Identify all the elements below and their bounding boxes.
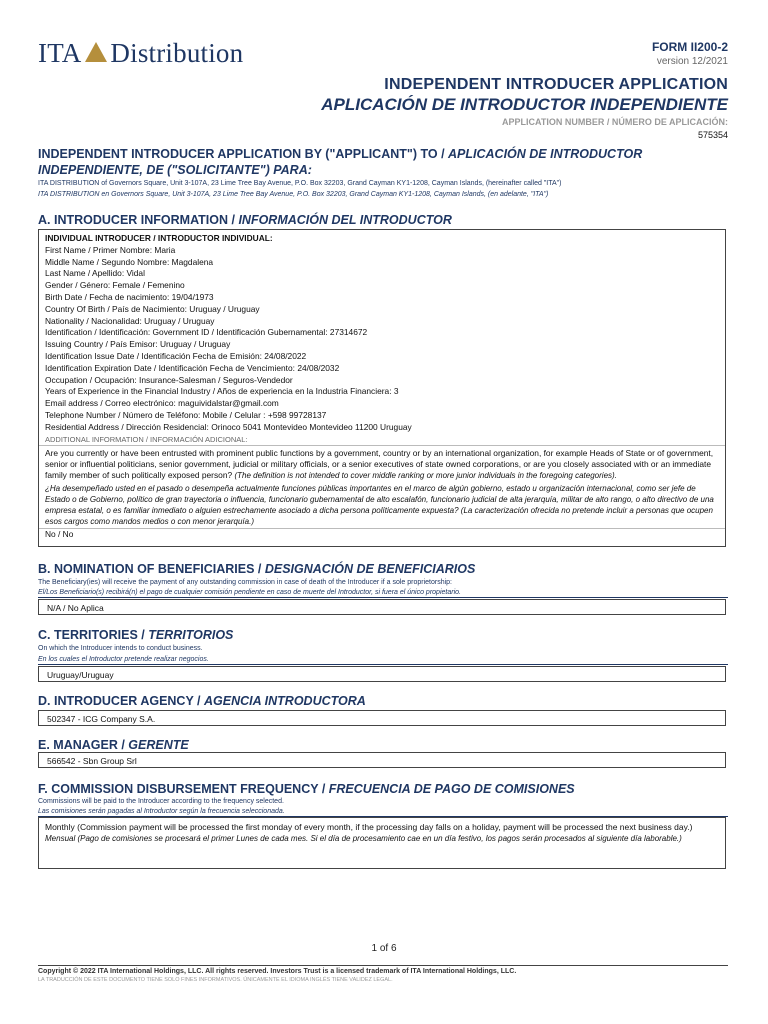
field-value: Government ID / Identificación Gubernamental: 27314672 xyxy=(152,327,368,338)
footer-divider xyxy=(38,965,728,966)
introducer-field-row xyxy=(45,386,719,398)
intro-heading-es: APLICACIÓN DE INTRODUCTOR INDEPENDIENTE, DE ("SOLICITANTE") PARA: xyxy=(38,147,643,177)
manager-box: 566542 - Sbn Group Srl xyxy=(38,752,726,768)
introducer-field-row xyxy=(45,351,719,363)
field-value: Magdalena xyxy=(171,256,214,267)
section-a-title-es: INFORMACIÓN DEL INTRODUCTOR xyxy=(238,213,452,227)
application-number: 575354 xyxy=(697,130,728,140)
pep-question-en xyxy=(45,448,719,482)
section-b-title xyxy=(38,562,475,576)
section-b-title-en: B. NOMINATION OF BENEFICIARIES / xyxy=(38,562,265,576)
field-label: Nationality / Nacionalidad: xyxy=(45,315,145,326)
field-label: Identification / Identificación: xyxy=(45,327,153,338)
section-c-sub-en: On which the Introducer intends to conduct business. xyxy=(38,645,203,652)
additional-info-label: ADDITIONAL INFORMATION / INFORMACIÓN ADICIONAL: xyxy=(39,434,725,446)
section-f-sub-en: Commissions will be paid to the Introducer according to the frequency selected. xyxy=(38,798,284,805)
section-f-title xyxy=(38,782,575,796)
field-label: Middle Name / Segundo Nombre: xyxy=(45,256,172,267)
intro-heading-en: INDEPENDENT INTRODUCER APPLICATION BY ("APPLICANT") TO / xyxy=(38,147,449,161)
field-label: Last Name / Apellido: xyxy=(45,268,127,279)
section-c-title xyxy=(38,628,233,642)
field-value: Vidal xyxy=(126,268,145,279)
pep-question-en-text: Are you currently or have been entrusted with prominent public functions by a government, country or by an international organization, for example Heads of State or of government, senior or influential politicians, senior government, judicial or military officials, or a senior executives of state owned corporations, or are you closely associated with or an immediate family member of such politically exposed person? xyxy=(45,447,714,481)
commission-frequency-en: Monthly (Commission payment will be processed the first monday of every month, if the processing day falls on a holiday, payment will be processed the next business day.) xyxy=(45,822,693,832)
introducer-field-row xyxy=(45,363,719,375)
section-b-sub-en: The Beneficiary(ies) will receive the payment of any outstanding commission in case of death of the Introducer if a sole proprietorship: xyxy=(38,579,452,586)
introducer-field-row xyxy=(45,245,719,257)
logo-text-ita: ITA xyxy=(38,38,82,68)
field-value: 3 xyxy=(393,386,399,397)
section-c-title-en: C. TERRITORIES / xyxy=(38,628,149,642)
field-value: Uruguay / Uruguay xyxy=(144,315,215,326)
intro-address-en: ITA DISTRIBUTION of Governors Square, Unit 3-107A, 23 Lime Tree Bay Avenue, P.O. Box 32203, Grand Cayman KY1-1208, Cayman Islands, (hereinafter called "ITA") xyxy=(38,180,562,187)
field-value: 24/08/2022 xyxy=(264,350,307,361)
section-c-title-es: TERRITORIOS xyxy=(148,628,234,642)
section-b-sub-es: El/Los Beneficiario(s) recibirá(n) el pago de cualquier comisión pendiente en caso de muerte del Introductor, si fuera el único propietario. xyxy=(38,589,728,598)
field-label: Identification Expiration Date / Identificación Fecha de Vencimiento: xyxy=(45,362,298,373)
field-label: Birth Date / Fecha de nacimiento: xyxy=(45,291,172,302)
section-f-sub-es: Las comisiones serán pagadas al Introductor según la frecuencia seleccionada. xyxy=(38,808,728,817)
section-e-title xyxy=(38,738,189,752)
field-value: Female / Femenino xyxy=(112,280,185,291)
field-label: First Name / Primer Nombre: xyxy=(45,244,155,255)
territories-box: Uruguay/Uruguay xyxy=(38,666,726,682)
section-a-title-en: A. INTRODUCER INFORMATION / xyxy=(38,213,239,227)
section-e-title-es: GERENTE xyxy=(128,738,189,752)
box-header: INDIVIDUAL INTRODUCER / INTRODUCTOR INDIVIDUAL: xyxy=(45,233,273,243)
form-number: FORM II200-2 xyxy=(651,40,728,54)
introducer-field-row xyxy=(45,422,719,434)
introducer-field-row xyxy=(45,292,719,304)
field-label: Gender / Género: xyxy=(45,280,113,291)
section-f-title-en: F. COMMISSION DISBURSEMENT FREQUENCY / xyxy=(38,782,329,796)
field-label: Telephone Number / Número de Teléfono: xyxy=(45,409,203,420)
introducer-field-row xyxy=(45,375,719,387)
field-label: Years of Experience in the Financial Industry / Años de experiencia en la Industria Financiera: xyxy=(45,386,394,397)
intro-heading xyxy=(38,146,678,178)
commission-frequency-es: Mensual (Pago de comisiones se procesará el primer Lunes de cada mes. Si el día de procesamiento cae en un día festivo, los pagos serán procesados al siguiente día laborable.) xyxy=(45,834,682,843)
field-value: maguividalstar@gmail.com xyxy=(178,398,279,409)
field-value: Insurance-Salesman / Seguros-Vendedor xyxy=(139,374,293,385)
intro-address-es: ITA DISTRIBUTION en Governors Square, Unit 3-107A, 23 Lime Tree Bay Avenue, P.O. Box 32203, Grand Cayman KY1-1208, Cayman Islands, (en adelante, "ITA") xyxy=(38,191,549,198)
field-label: Residential Address / Dirección Residencial: xyxy=(45,421,212,432)
pyramid-icon xyxy=(85,42,107,62)
form-version: version 12/2021 xyxy=(656,56,728,67)
introducer-field-row xyxy=(45,280,719,292)
beneficiaries-box: N/A / No Aplica xyxy=(38,599,726,615)
introducer-field-row xyxy=(45,327,719,339)
section-c-sub-es: En los cuales el Introductor pretende realizar negocios. xyxy=(38,656,728,665)
field-value: 19/04/1973 xyxy=(171,291,214,302)
field-value: Uruguay / Uruguay xyxy=(159,339,231,350)
section-f-title-es: FRECUENCIA DE PAGO DE COMISIONES xyxy=(328,782,575,796)
section-d-title xyxy=(38,694,366,708)
section-a-title xyxy=(38,213,452,227)
field-label: Email address / Correo electrónico: xyxy=(45,398,179,409)
field-label: Issuing Country / País Emisor: xyxy=(45,339,160,350)
commission-frequency-box xyxy=(38,817,726,869)
introducer-field-row xyxy=(45,257,719,269)
introducer-field-row xyxy=(45,398,719,410)
footer-disclaimer: LA TRADUCCIÓN DE ESTE DOCUMENTO TIENE SOLO FINES INFORMATIVOS. ÚNICAMENTE EL IDIOMA INGLÉS TIENE VALIDEZ LEGAL. xyxy=(38,977,393,983)
introducer-agency-box: 502347 - ICG Company S.A. xyxy=(38,710,726,726)
field-label: Country Of Birth / País de Nacimiento: xyxy=(45,303,190,314)
footer-copyright: Copyright © 2022 ITA International Holdings, LLC. All rights reserved. Investors Trust is a licensed trademark of ITA International Holdings, LLC. xyxy=(38,968,517,975)
field-value: Orinoco 5041 Montevideo Montevideo 11200 Uruguay xyxy=(211,421,412,432)
field-value: Maria xyxy=(154,244,176,255)
section-e-title-en: E. MANAGER / xyxy=(38,738,129,752)
introducer-field-row xyxy=(45,339,719,351)
section-d-title-es: AGENCIA INTRODUCTORA xyxy=(204,694,366,708)
logo-text-distribution: Distribution xyxy=(110,38,244,68)
pep-question-en-note: (The definition is not intended to cover middle ranking or more junior individuals in the foregoing categories). xyxy=(234,471,617,481)
document-title-en: INDEPENDENT INTRODUCER APPLICATION xyxy=(384,76,728,93)
introducer-field-row xyxy=(45,316,719,328)
ita-distribution-logo xyxy=(38,38,243,69)
page-number: 1 of 6 xyxy=(371,943,397,954)
introducer-field-row xyxy=(45,304,719,316)
field-label: Occupation / Ocupación: xyxy=(45,374,140,385)
section-d-title-en: D. INTRODUCER AGENCY / xyxy=(38,694,204,708)
pep-answer: No / No xyxy=(39,528,725,540)
field-label: Identification Issue Date / Identificación Fecha de Emisión: xyxy=(45,350,265,361)
field-value: 24/08/2032 xyxy=(297,362,340,373)
section-b-title-es: DESIGNACIÓN DE BENEFICIARIOS xyxy=(264,562,476,576)
pep-question-es: ¿Ha desempeñado usted en el pasado o desempeña actualmente funciones públicas importantes en el marco de algún gobierno, estado u organización internacional, como ser jefe de Estado o de Gobierno, político de gran trayectoria o influencia, funcionario gubernamental de alto escalafón, funcionario judicial de alta jerarquía, militar de alto rango, o alto directivo de una empresa estatal, o es familiar inmediato o alguien estrechamente asociado a dicha persona políticamente expuesta? (La caracterización ofrecida no pretende incluir a personas que ocupen esos cargos como mandos medios o con menor jerarquía.) xyxy=(45,483,714,526)
document-title-es: APLICACIÓN DE INTRODUCTOR INDEPENDIENTE xyxy=(321,95,728,114)
introducer-fields xyxy=(45,245,719,434)
field-value: Uruguay / Uruguay xyxy=(189,303,260,314)
application-number-label: APPLICATION NUMBER / NÚMERO DE APLICACIÓN: xyxy=(502,117,728,127)
field-value: Mobile / Celular : +598 99728137 xyxy=(202,409,327,420)
introducer-info-box xyxy=(38,229,726,547)
introducer-field-row xyxy=(45,410,719,422)
introducer-field-row xyxy=(45,268,719,280)
